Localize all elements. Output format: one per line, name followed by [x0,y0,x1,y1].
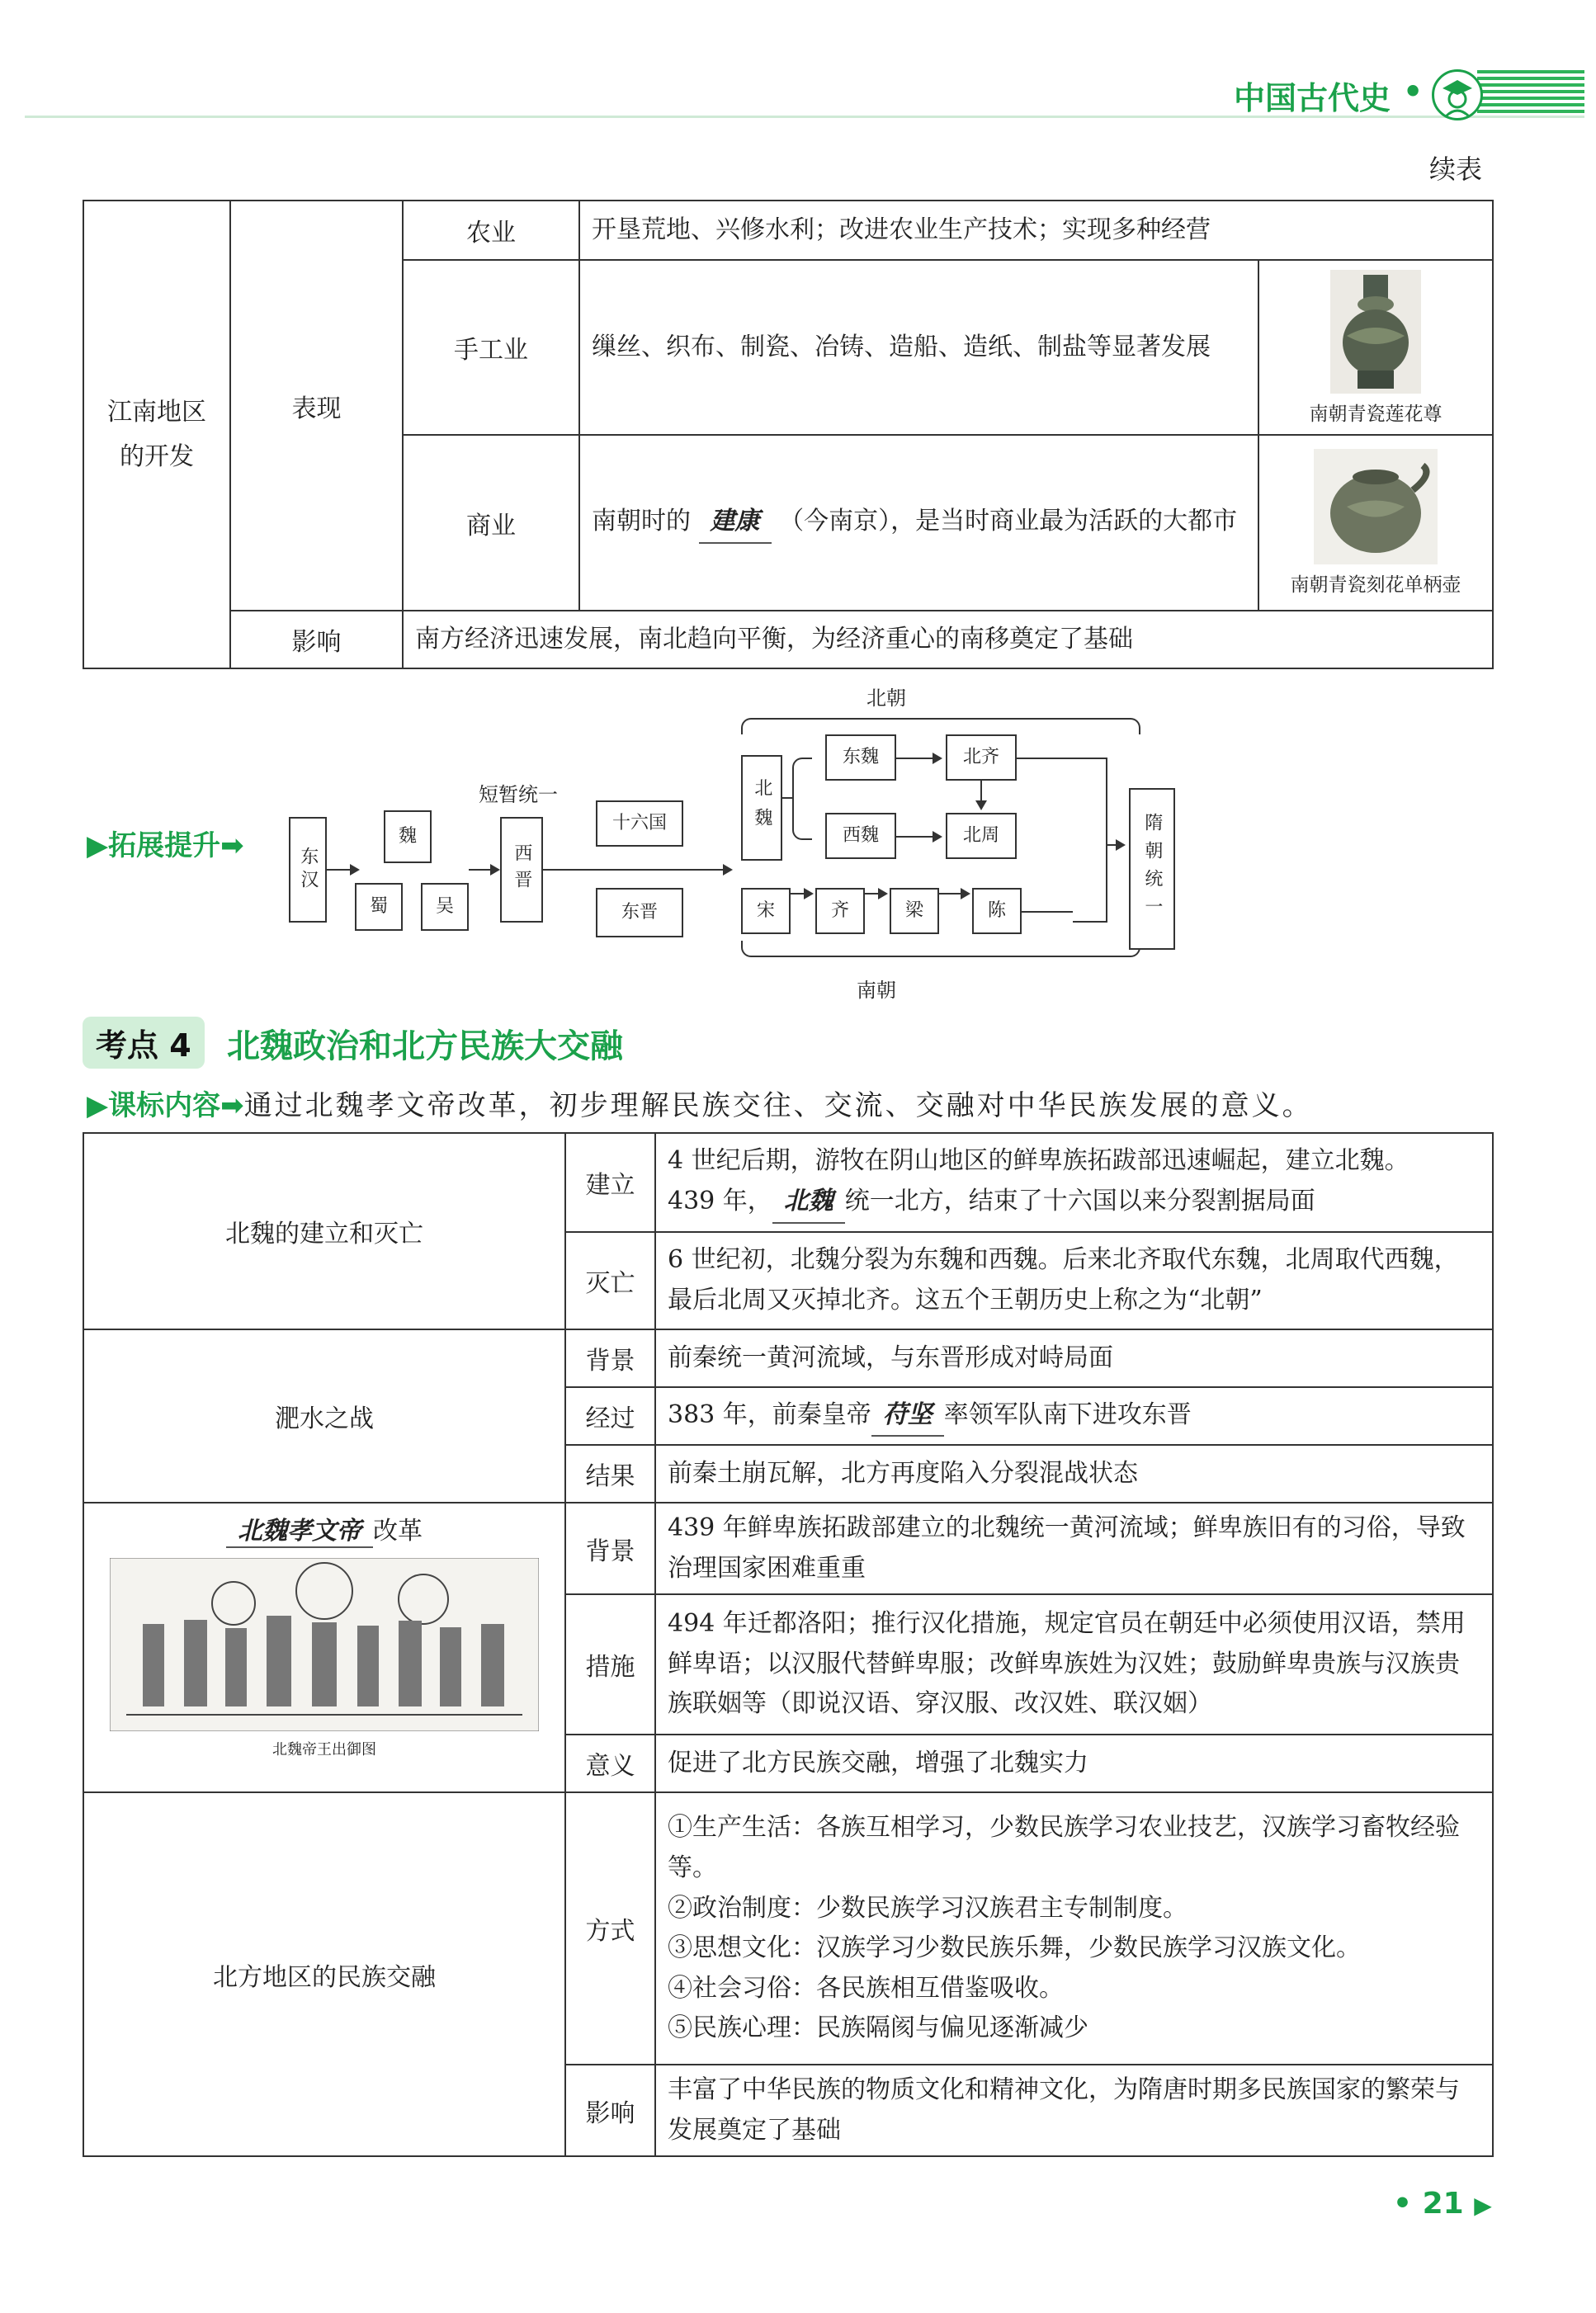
reform-label-measures: 措施 [565,1594,655,1735]
answer-blank-xiaowendi: 北魏孝文帝 [226,1510,373,1548]
sector-craft: 手工业 [403,260,579,435]
pot-cell [1258,435,1493,611]
node-qi: 齐 [815,888,865,934]
merge-bracket [1073,758,1107,923]
beiwei-table [83,1132,1494,2157]
establish-line2: 439 年， 北魏 统一北方，结束了十六国以来分裂割据局面 [668,1182,1480,1224]
expand-label [87,823,244,863]
node-chen: 陈 [972,888,1022,934]
page-number [1393,2187,1492,2221]
arrow-head [933,831,942,843]
sector-agri: 农业 [403,201,579,260]
label-fall: 灭亡 [565,1232,655,1329]
emperor-procession-image [110,1558,539,1731]
node-donghan: 东汉 [289,817,327,923]
arrow-line [1106,844,1116,846]
lotus-vessel-image [1330,270,1421,394]
agri-content: 开垦荒地、兴修水利；改进农业生产技术；实现多种经营 [579,201,1493,260]
fusion-topic: 北方地区的民族交融 [83,1792,565,2156]
fall-content: 6 世纪初，北魏分裂为东魏和西魏。后来北齐取代东魏，北周取代西魏，最后北周又灭掉北齐。这五个王朝历史上称之为“北朝” [655,1232,1493,1329]
nanchao-label: 南朝 [857,979,896,1002]
fusion-label-influence: 影响 [565,2065,655,2156]
lotus-vessel-cell [1258,260,1493,435]
arrow-right-icon: ➡ [220,1089,244,1122]
arrow-head [975,800,987,810]
node-beizhou: 北周 [946,813,1017,859]
continuation-label: 续表 [1429,153,1483,185]
beichao-label: 北朝 [866,687,906,710]
method-item-1: ①生产生活：各族互相学习，少数民族学习农业技艺，汉族学习畜牧经验等。 [668,1813,1460,1882]
node-xijin: 西晋 [500,817,543,923]
arrow-head [804,888,814,899]
arrow-line [327,869,352,871]
course-text: 通过北魏孝文帝改革，初步理解民族交往、交流、交融对中华民族发展的意义。 [243,1089,1313,1122]
commerce-text-after: （今南京），是当时商业最为活跃的大都市 [779,507,1238,536]
method-item-4: ④社会习俗：各民族相互借鉴吸收。 [668,1973,1064,2003]
course-label: 课标内容 [108,1089,221,1122]
header-dot: • [1403,73,1424,110]
pot-caption: 南朝青瓷刻花单柄壶 [1290,574,1461,596]
arrow-line [791,893,804,895]
next-arrow-icon: ▶ [1474,2192,1492,2219]
commerce-text-before: 南朝时的 [592,507,691,536]
arrow-line [896,836,933,838]
arrow-head [933,753,942,764]
performance-cell [230,201,403,611]
answer-blank-jiankang: 建康 [699,502,772,544]
play-icon: ▶ [87,1089,109,1122]
reform-label-bg: 背景 [565,1503,655,1594]
expand-label-text: 拓展提升 [108,829,221,862]
answer-blank-fujian: 苻坚 [871,1395,944,1437]
jiangnan-table [83,200,1494,669]
performance-label: 表现 [291,394,342,423]
establish-content [655,1133,1493,1232]
celadon-pot-image [1314,449,1438,564]
feishui-process-content: 383 年，前秦皇帝 苻坚 率领军队南下进攻东晋 [655,1387,1493,1445]
reform-topic: 北魏孝文帝 改革 [97,1510,551,1548]
section-badge: 考点 4 [83,1017,205,1069]
short-unify-label: 短暂统一 [479,783,558,806]
arrow-line [896,758,933,759]
influence-content: 南方经济迅速发展，南北趋向平衡，为经济重心的南移奠定了基础 [403,611,1493,668]
reform-significance-content: 促进了北方民族交融，增强了北魏实力 [655,1735,1493,1792]
node-beiqi: 北齐 [946,734,1017,781]
answer-blank-beiwei: 北魏 [772,1182,845,1224]
method-item-2: ②政治制度：少数民族学习汉族君主专制制度。 [668,1893,1188,1923]
reform-bg-content: 439 年鲜卑族拓跋部建立的北魏统一黄河流域；鲜卑族旧有的习俗，导致治理国家困难重重 [655,1503,1493,1594]
fusion-methods [655,1792,1493,2065]
node-wu: 吴 [421,883,469,931]
nanchao-brace [741,941,1140,957]
arrow-line [980,781,982,802]
arrow-head [1116,839,1126,851]
footer-dot: • [1393,2187,1413,2221]
course-line [87,1083,1313,1123]
arrow-line [1022,911,1073,913]
node-shu: 蜀 [355,883,403,931]
node-sixteen: 十六国 [596,800,683,847]
arrow-head [878,888,888,899]
node-song: 宋 [741,888,791,934]
arrow-line [865,893,878,895]
node-dongjin: 东晋 [596,888,683,937]
fusion-influence-content: 丰富了中华民族的物质文化和精神文化，为隋唐时期多民族国家的繁荣与发展奠定了基础 [655,2065,1493,2156]
node-beiwei: 北魏 [741,755,782,861]
split-brace [792,758,812,840]
student-icon [1432,69,1483,120]
feishui-result-content: 前秦土崩瓦解，北方再度陷入分裂混战状态 [655,1445,1493,1503]
craft-content: 缫丝、织布、制瓷、冶铸、造船、造纸、制盐等显著发展 [579,260,1258,435]
establish-line1: 4 世纪后期，游牧在阴山地区的鲜卑族拓跋部迅速崛起，建立北魏。 [668,1146,1409,1176]
reform-measures-content: 494 年迁都洛阳；推行汉化措施，规定官员在朝廷中必须使用汉语，禁用鲜卑语；以汉服代替鲜卑服；改鲜卑族姓为汉姓；鼓励鲜卑贵族与汉族贵族联姻等（即说汉语、穿汉服、改汉姓、联汉姻） [655,1594,1493,1735]
arrow-head [490,864,500,876]
header-title: 中国古代史 [1234,80,1391,116]
arrow-head [961,888,970,899]
label-establish: 建立 [565,1133,655,1232]
play-icon: ▶ [87,829,109,862]
feishui-bg-content: 前秦统一黄河流域，与东晋形成对峙局面 [655,1329,1493,1387]
reform-topic-cell [83,1503,565,1792]
header-stripe [1477,70,1584,113]
commerce-content [579,435,1258,611]
node-wei: 魏 [384,810,432,863]
jiangnan-topic-cell [83,201,230,668]
node-xiwei: 西魏 [825,813,896,859]
beiwei-topic: 北魏的建立和灭亡 [83,1133,565,1329]
arrow-line [1017,758,1073,759]
node-liang: 梁 [890,888,939,934]
procession-caption: 北魏帝王出御图 [272,1741,376,1758]
section-title: 北魏政治和北方民族大交融 [227,1027,623,1065]
arrow-line [939,893,961,895]
method-item-3: ③思想文化：汉族学习少数民族乐舞，少数民族学习汉族文化。 [668,1933,1361,1963]
arrow-right-icon: ➡ [220,829,244,862]
node-dongwei: 东魏 [825,734,896,781]
feishui-label-process: 经过 [565,1387,655,1445]
lotus-vessel-caption: 南朝青瓷莲花尊 [1309,403,1443,425]
arrow-head [350,864,360,876]
feishui-label-result: 结果 [565,1445,655,1503]
jiangnan-topic: 江南地区的开发 [107,397,206,471]
feishui-label-bg: 背景 [565,1329,655,1387]
fusion-label-method: 方式 [565,1792,655,2065]
beichao-brace [741,718,1140,734]
reform-label-significance: 意义 [565,1735,655,1792]
arrow-line [469,869,492,871]
feishui-topic: 淝水之战 [83,1329,565,1503]
page-number-text: 21 [1422,2187,1464,2221]
arrow-head [723,864,733,876]
sector-commerce: 商业 [403,435,579,611]
node-sui: 隋朝统一 [1129,788,1175,950]
arrow-line [782,797,792,799]
arrow-line [543,869,725,871]
influence-label: 影响 [230,611,403,668]
method-item-5: ⑤民族心理：民族隔阂与偏见逐渐减少 [668,2013,1088,2043]
